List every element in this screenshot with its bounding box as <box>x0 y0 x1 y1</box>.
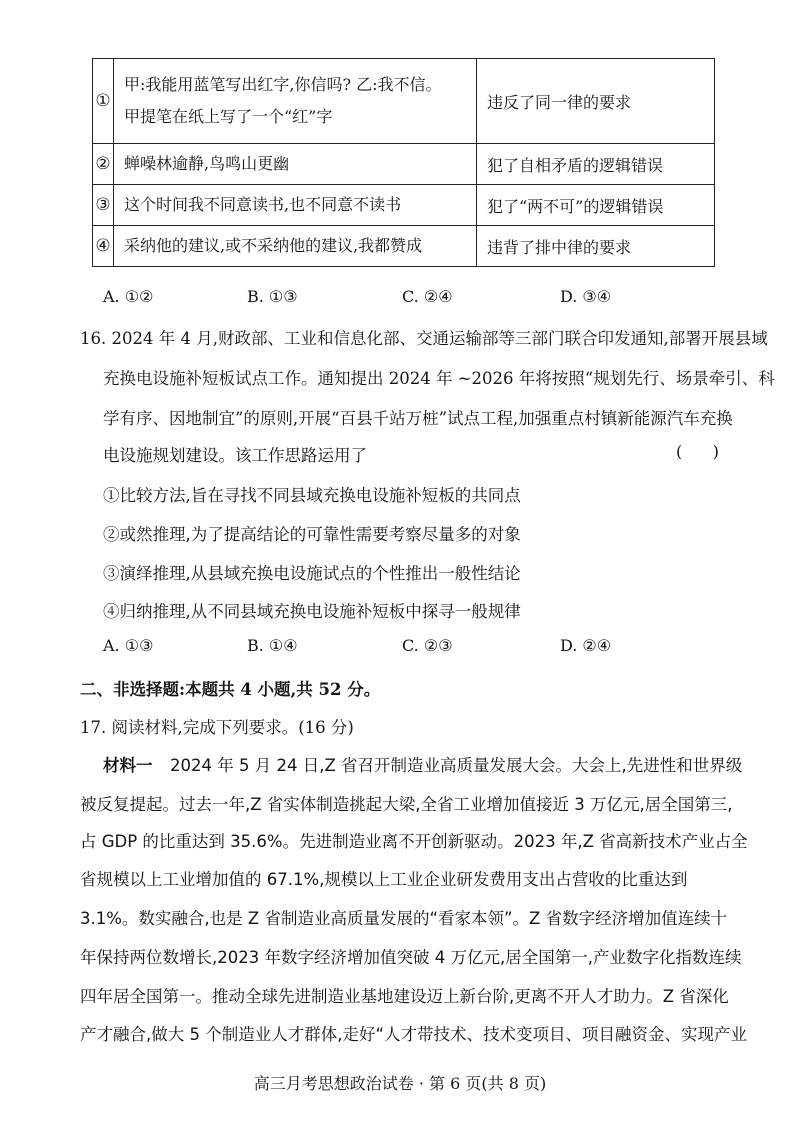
statement-line: 这个时间我不同意读书,也不同意不读书 <box>124 195 402 214</box>
q17-stem: 17. 阅读材料,完成下列要求。(16 分) <box>80 718 354 737</box>
q15-option-d: D. ③④ <box>560 287 612 306</box>
statement-line: 蝉噪林逾静,鸟鸣山更幽 <box>124 154 290 173</box>
q16-statement: ②或然推理,为了提高结论的可靠性需要考察尽量多的对象 <box>103 525 521 544</box>
table-row <box>93 185 715 226</box>
row-judgment: 犯了“两不可”的逻辑错误 <box>477 185 715 226</box>
material-line: 3.1%。数实融合,也是 Z 省制造业高质量发展的“看家本领”。Z 省数字经济增加值连续十 <box>80 909 728 928</box>
q16-option-a: A. ①③ <box>103 636 154 655</box>
q16-stem-line: 充换电设施补短板试点工作。通知提出 2024 年 ~2026 年将按照“规划先行、场景牵引、科 <box>103 369 775 388</box>
q16-option-c: C. ②③ <box>402 636 453 655</box>
q16-stem-line: 学有序、因地制宜”的原则,开展“百县千站万桩”试点工程,加强重点村镇新能源汽车充换 <box>103 409 733 428</box>
page-footer: 高三月考思想政治试卷 · 第 6 页(共 8 页) <box>253 1074 547 1093</box>
row-number: ② <box>93 144 114 185</box>
q15-option-c: C. ②④ <box>402 287 453 306</box>
row-statement <box>114 185 477 226</box>
table-row <box>93 226 715 267</box>
q15-table <box>92 58 715 267</box>
table-row <box>93 144 715 185</box>
row-number: ③ <box>93 185 114 226</box>
row-statement <box>114 59 477 144</box>
statement-line: 甲:我能用蓝笔写出红字,你信吗? 乙:我不信。 <box>124 75 442 94</box>
q16-stem-line: 电设施规划建设。该工作思路运用了 <box>103 446 367 465</box>
material-line: 四年居全国第一。推动全球先进制造业基地建设迈上新台阶,更离不开人才助力。Z 省深化 <box>80 987 729 1006</box>
q15-option-b: B. ①③ <box>247 287 298 306</box>
q16-option-b: B. ①④ <box>247 636 298 655</box>
statement-line: 采纳他的建议,或不采纳他的建议,我都赞成 <box>124 236 423 255</box>
row-statement <box>114 226 477 267</box>
row-judgment: 违反了同一律的要求 <box>477 59 715 144</box>
q16-answer-bracket: ( ) <box>676 442 719 461</box>
q16-statement: ④归纳推理,从不同县域充换电设施补短板中探寻一般规律 <box>103 602 521 621</box>
material-line: 被反复提起。过去一年,Z 省实体制造挑起大梁,全省工业增加值接近 3 万亿元,居全国第三, <box>80 795 733 814</box>
q16-statement: ①比较方法,旨在寻找不同县域充换电设施补短板的共同点 <box>103 486 521 505</box>
statement-line: 甲提笔在纸上写了一个“红”字 <box>124 107 333 126</box>
row-judgment: 犯了自相矛盾的逻辑错误 <box>477 144 715 185</box>
q15-option-a: A. ①② <box>103 287 154 306</box>
material-line: 产才融合,做大 5 个制造业人才群体,走好“人才带技术、技术变项目、项目融资金、实现产业 <box>80 1025 748 1044</box>
q16-option-d: D. ②④ <box>560 636 612 655</box>
material-line: 省规模以上工业增加值的 67.1%,规模以上工业企业研发费用支出占营收的比重达到 <box>80 870 688 889</box>
row-number: ① <box>93 59 114 144</box>
table-row <box>93 59 715 144</box>
section-heading: 二、非选择题:本题共 4 小题,共 52 分。 <box>80 680 381 699</box>
material-line: 年保持两位数增长,2023 年数字经济增加值突破 4 万亿元,居全国第一,产业数字化指数连续 <box>80 948 742 967</box>
q16-statement: ③演绎推理,从县域充换电设施试点的个性推出一般性结论 <box>103 564 521 583</box>
row-number: ④ <box>93 226 114 267</box>
material-label: 材料一 <box>103 756 153 775</box>
material-line: 2024 年 5 月 24 日,Z 省召开制造业高质量发展大会。大会上,先进性和世界级 <box>170 756 743 775</box>
q16-stem-line: 16. 2024 年 4 月,财政部、工业和信息化部、交通运输部等三部门联合印发通知,部署开展县域 <box>80 329 768 348</box>
material-line: 占 GDP 的比重达到 35.6%。先进制造业离不开创新驱动。2023 年,Z 省高新技术产业占全 <box>80 832 748 851</box>
row-judgment: 违背了排中律的要求 <box>477 226 715 267</box>
row-statement <box>114 144 477 185</box>
